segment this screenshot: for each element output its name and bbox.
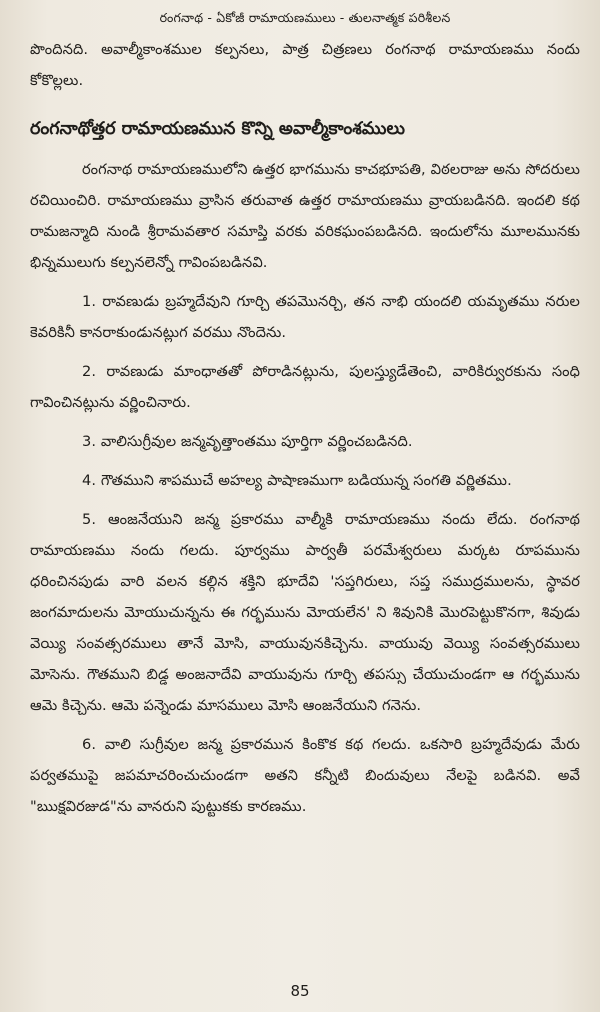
list-item-4: 4. గౌతముని శాపముచే అహల్య పాషాణముగా బడియున్న సంగతి వర్ణితము. (82, 472, 512, 489)
opening-paragraph: రంగనాథ రామాయణములోని ఉత్తర భాగమును కాచభూపతి, విఠలరాజు అను సోదరులు రచియించిరి. రామాయణము వ్రాసిన తరువాత ఉత్తర రామాయణము వ్రాయబడినది. ఇందలి కథ రామజన్మాది నుండి శ్రీరామవతార సమాప్తి వరకు వరికఘంపబడినది. ఇందులోను మూలమునకు భిన్నములుగు కల్పనలెన్నో గావింపబడినవి. (30, 161, 580, 271)
list-item-3: 3. వాలిసుగ్రీవుల జన్మవృత్తాంతము పూర్తిగా వర్ణించబడినది. (82, 433, 413, 450)
section-heading: రంగనాథోత్తర రామాయణమున కొన్ని అవాల్మీకాంశములు (30, 119, 405, 139)
list-item-2: 2. రావణుడు మాంధాతతో పోరాడినట్లును, పులస్త్యుడేతెంచి, వారికిర్వురకును సంధి గావించినట్లును వర్ణించినారు. (30, 363, 580, 411)
running-header: రంగనాథ - ఏకోజీ రామాయణములు - తులనాత్మక పరిశీలన (159, 10, 451, 25)
list-item-1: 1. రావణుడు బ్రహ్మదేవుని గూర్చి తపమొనర్చి, తన నాభి యందలి యమృతము నరుల కెవరికినీ కానరాకుండునట్లుగ వరము నొందెను. (30, 293, 580, 341)
list-item-6: 6. వాలి సుగ్రీవుల జన్మ ప్రకారమున కింకొక కథ గలదు. ఒకసారి బ్రహ్మదేవుడు మేరు పర్వతముపై జపమాచరించుచుండగా అతని కన్నీటి బిందువులు నేలపై బడినవి. అవే "ఋక్షవిరజుడ"ను వానరుని పుట్టుకకు కారణము. (30, 736, 580, 815)
intro-paragraph: పొందినది. అవాల్మీకాంశముల కల్పనలు, పాత్ర చిత్రణలు రంగనాథ రామాయణము నందు కోకొల్లలు. (30, 41, 580, 89)
page-number: 85 (290, 982, 310, 1000)
list-item-5: 5. ఆంజనేయుని జన్మ ప్రకారము వాల్మీకి రామాయణము నందు లేదు. రంగనాథ రామాయణము నందు గలదు. పూర్వము పార్వతీ పరమేశ్వరులు మర్కట రూపమును ధరించినపుడు వారి వలన కల్గిన శక్తిని భూదేవి 'సప్తగిరులు, సప్త సముద్రములను, స్థావర జంగమాదులను మోయుచున్నను ఈ గర్భమును మోయలేన' ని శివునికి మొరపెట్టుకొనగా, శివుడు వెయ్యి సంవత్సరములు తానే మోసి, వాయువునకిచ్చెను. వాయువు వెయ్యి సంవత్సరములు మోసెను. గౌతముని బిడ్డ అంజనాదేవి వాయువును గూర్చి తపస్సు చేయుచుండగా ఆ గర్భమును ఆమె కిచ్చెను. ఆమె పన్నెండు మాసములు మోసి ఆంజనేయుని గనెను. (30, 511, 580, 714)
